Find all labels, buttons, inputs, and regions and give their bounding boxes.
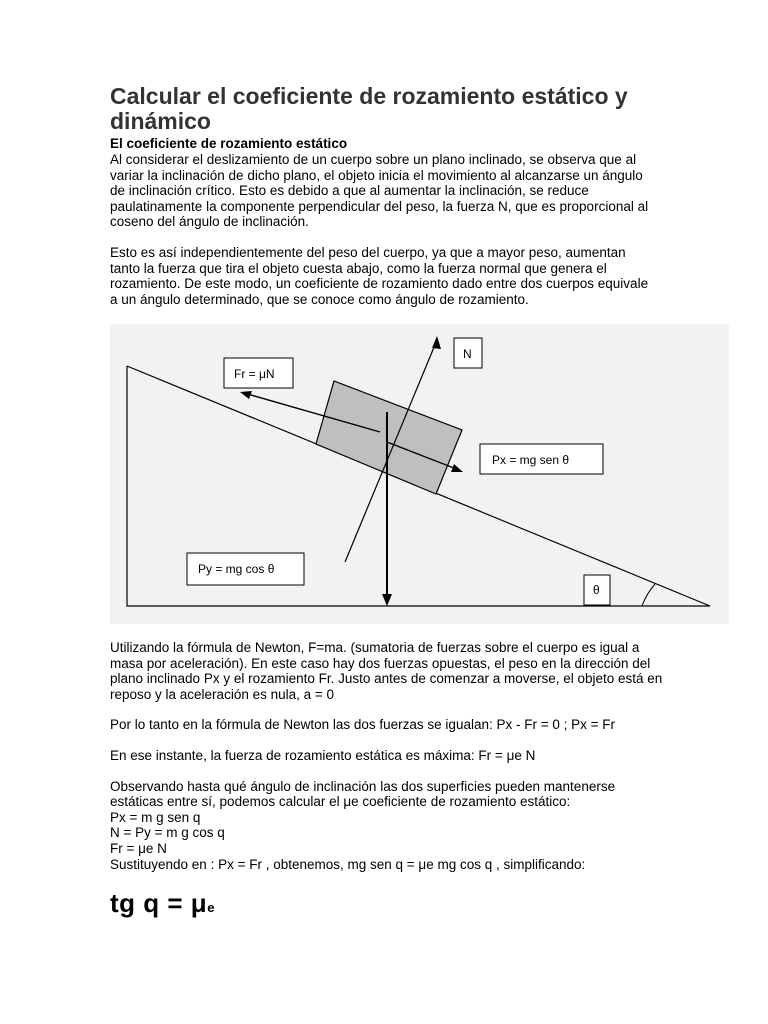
- equation-n: N = Py = m g cos q: [110, 825, 225, 841]
- angle-arc: [642, 584, 655, 606]
- paragraph-3: Utilizando la fórmula de Newton, F=ma. (sumatoria de fuerzas sobre el cuerpo es igual a masa por aceleración). En este caso hay dos fuerzas opuestas, el peso en la dirección del plano inclinado Px y el rozamiento Fr. Justo antes de comenzar a moverse, el objeto está en reposo y la aceleración es nula, a = 0: [110, 640, 663, 702]
- px-arrowhead: [451, 464, 463, 472]
- paragraph-5: En ese instante, la fuerza de rozamiento estática es máxima: Fr = μe N: [110, 747, 536, 763]
- paragraph-4: Por lo tanto en la fórmula de Newton las dos fuerzas se igualan: Px - Fr = 0 ; Px = Fr: [110, 717, 615, 733]
- inclined-plane-diagram: [110, 324, 729, 624]
- final-formula-main: tg q = μ: [110, 888, 208, 919]
- intro-block: [110, 84, 658, 307]
- label-px: Px = mg sen θ: [492, 453, 570, 467]
- section-heading: El coeficiente de rozamiento estático: [110, 136, 348, 151]
- equation-fr: Fr = μe N: [110, 840, 167, 856]
- label-theta: θ: [593, 583, 600, 597]
- final-formula: [110, 888, 670, 919]
- paragraph-6: Observando hasta qué ángulo de inclinación las dos superficies pueden mantenerse estáticas entre sí, podemos calcular el μe coeficiente de rozamiento estático:: [110, 778, 616, 810]
- explanation-block: [110, 640, 670, 919]
- page-title: Calcular el coeficiente de rozamiento estático y dinámico: [110, 83, 628, 134]
- block: [316, 381, 462, 494]
- label-fr: Fr = μN: [234, 367, 275, 381]
- paragraph-2: Esto es así independientemente del peso del cuerpo, ya que a mayor peso, aumentan tanto la fuerza que tira el objeto cuesta abajo, como la fuerza normal que genera el rozamiento. De este modo, un coeficiente de rozamiento dado entre dos cuerpos equivale a un ángulo determinado, que se conoce como ángulo de rozamiento.: [110, 244, 649, 307]
- friction-arrowhead: [240, 391, 252, 399]
- equation-px: Px = m g sen q: [110, 809, 201, 825]
- label-n: N: [463, 347, 472, 361]
- normal-arrowhead: [432, 336, 441, 349]
- weight-arrowhead: [382, 594, 392, 606]
- paragraph-1: Al considerar el deslizamiento de un cuerpo sobre un plano inclinado, se observa que al variar la inclinación de dicho plano, el objeto inicia el movimiento al alcanzarse un ángulo de inclinación crítico. Esto es debido a que al aumentar la inclinación, se reduce paulatinamente la componente perpendicular del peso, la fuerza N, que es proporcional al coseno del ángulo de inclinación.: [110, 152, 649, 230]
- substitution-line: Sustituyendo en : Px = Fr , obtenemos, mg sen q = μe mg cos q , simplificando:: [110, 856, 586, 872]
- label-py: Py = mg cos θ: [198, 562, 275, 576]
- final-formula-subscript: e: [207, 900, 215, 916]
- diagram-svg: [110, 324, 729, 624]
